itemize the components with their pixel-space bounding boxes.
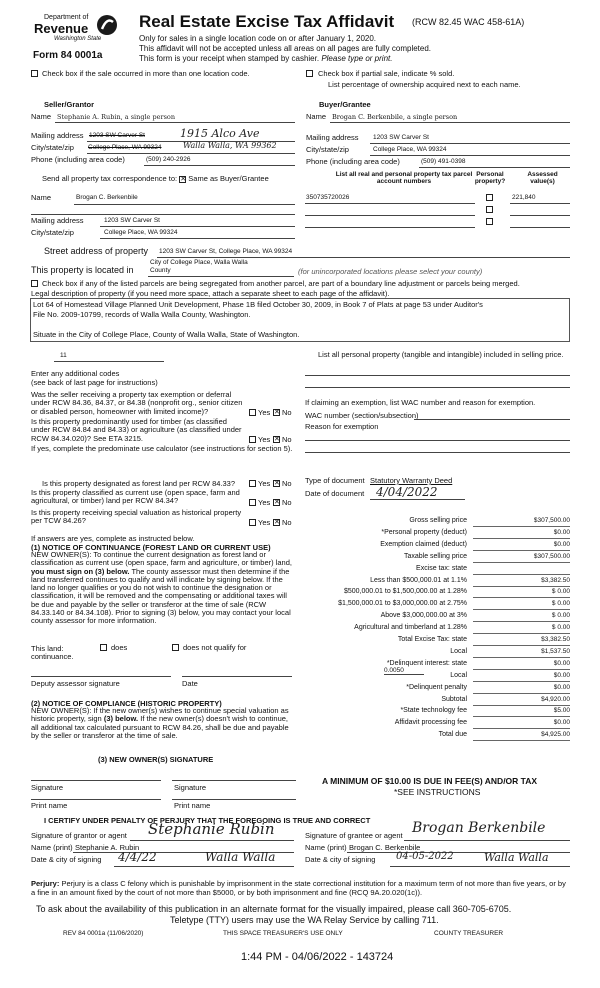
doc-date-label: Date of document [305,489,365,498]
tax-row-value[interactable]: $3,382.50 [541,636,570,643]
local-rate[interactable]: 0.0050 [384,667,424,675]
personal-property-checkbox-3[interactable] [486,218,493,225]
tax-row-value[interactable]: $0.00 [553,528,570,536]
grantor-city[interactable]: Walla Walla [205,850,276,864]
dor-name: Revenue [34,21,89,36]
this-land-label: This land: [31,644,64,653]
located-in-value-2[interactable]: County [150,267,171,274]
partial-list-label: List percentage of ownership acquired next to each name. [328,80,521,89]
grantee-signature-label: Signature of grantee or agent [305,831,403,840]
buyer-name-value[interactable]: Brogan C. Berkenbile, a single person [332,113,458,121]
tax-row-value[interactable]: $1,537.50 [541,647,570,655]
assessor-signature-label: Deputy assessor signature [31,679,120,688]
tax-row-value[interactable]: $0.00 [553,683,570,691]
seller-city-struck: College Place, WA 99324 [88,144,162,151]
tax-row-value[interactable]: $ 0.00 [551,588,570,596]
seller-mail-struck: 1203 SW Carver St [89,132,145,139]
tax-row-label: Taxable selling price [403,552,467,560]
same-as-buyer-checkbox[interactable]: ✕ [180,175,187,183]
open-yes-checkbox[interactable] [249,499,256,506]
parcel-number[interactable]: 350735720026 [306,194,350,201]
historic-question: Is this property receiving special valuation as historical property per TCW 84.26? [31,508,242,526]
legal-description-box[interactable] [30,298,570,342]
tax-row-label: Excise tax: state [416,564,467,572]
seller-name-label: Name [31,112,52,121]
tax-row-value[interactable]: $ 0.00 [551,624,570,632]
personal-property-checkbox-1[interactable] [486,194,493,201]
doc-date-value[interactable]: 4/04/2022 [376,485,438,499]
tax-row-value[interactable]: $4,925.00 [541,731,570,739]
grantor-signature-label: Signature of grantor or agent [31,831,127,840]
notice-compliance-title: (2) NOTICE OF COMPLIANCE (HISTORIC PROPERTY) [31,699,222,708]
grantee-city[interactable]: Walla Walla [484,851,549,864]
correspondence-label: Send all property tax correspondence to: ✕ Same as Buyer/Grantee [42,174,269,183]
timber-no-label: No [282,435,292,444]
seller-name-value[interactable]: Stephanie A. Rubin, a single person [57,113,176,121]
legal-line-2: File No. 2009-10799, records of Walla Walla County, Washington. [33,310,251,319]
tax-row-label: Local [450,671,467,679]
grantee-date[interactable]: 04-05-2022 [396,851,454,862]
seller-mail-label: Mailing address [31,131,84,140]
notice-continuance-text: NEW OWNER(S): To continue the current designation as forest land or classification as current use (open space, farm and agriculture, or timber) land, you must sign on (3) below. The county assessor must then determine if the land transferred continues to qualify and will indicate by signing below. If the land no longer qualifies or you do not wish to continue the designation or classification, it will be removed and the compensating or additional taxes will be due and payable by the seller or transferor at the time of sale (RCW 84.33.140 or 84.34.108). Prior to signing (3) below, you may contact your local county assessor for more information. [31,550,292,626]
grantee-signature[interactable]: Brogan Berkenbile [412,820,546,836]
dor-dept-line: Department of [44,14,89,21]
tax-row-label: Subtotal [441,695,467,703]
exempt-no-label: No [282,408,292,417]
seller-phone-label: Phone (including area code) [31,155,125,164]
exemption-question: Was the seller receiving a property tax exemption or deferral under RCW 84.36, 84.37, or 84.38 (nonprofit org., senior citizen or disabled person, homeowner with limited income)? [31,390,243,416]
tax-row-value[interactable]: $307,500.00 [533,517,570,524]
partial-sale-label: Check box if partial sale, indicate % sold. [318,69,455,78]
page-title: Real Estate Excise Tax Affidavit [139,12,395,31]
street-address-label: Street address of property [44,246,149,256]
historic-no-checkbox[interactable]: ✕ [274,519,280,526]
forest-no-label: No [282,479,292,488]
answers-yes-note: If answers are yes, complete as instructed below. [31,534,195,543]
legal-line-1: Lot 64 of Homestead Village Planned Unit Development, Phase 1B filed October 30, 2009, in Book 7 of Plats at page 53 under Auditor's [33,300,483,309]
legal-line-3: Situate in the City of College Place, County of Walla Walla, State of Washington. [33,330,300,339]
open-no-checkbox[interactable]: ✕ [274,499,280,506]
does-checkbox[interactable] [100,644,107,651]
notice-compliance-text: NEW OWNER(S): If the new owner(s) wishes to continue special valuation as historic property, sign (3) below. If the new owner(s) doesn't wish to continue, all additional tax calculated pursuant to RCW 84.26, shall be due and payable by the seller or transferor at the time of sale. [31,706,289,740]
exempt-no-checkbox[interactable]: ✕ [274,409,280,416]
use-calculator-note: If yes, complete the predominate use calculator (see instructions for section 5). [31,444,293,453]
header-note-3: This form is your receipt when stamped by cashier. Please type or print. [139,54,393,63]
county-treasurer-label: COUNTY TREASURER [434,930,504,937]
tax-row-value[interactable]: $ 0.00 [551,600,570,608]
tax-row-value[interactable]: $0.00 [553,719,570,727]
wac-claim-label: If claiming an exemption, list WAC number and reason for exemption. [305,398,536,407]
buyer-city-label: City/state/zip [306,145,349,154]
legal-description-label: Legal description of property (if you need more space, attach a separate sheet to each page of the affidavit). [31,289,390,298]
land-use-code[interactable]: 11 [60,352,67,359]
dor-logo-icon [96,14,118,36]
treasurer-use-label: THIS SPACE TREASURER'S USE ONLY [223,930,343,937]
forest-question: Is this property designated as forest land per RCW 84.33? [42,479,236,488]
tax-row-label: Above $3,000,000.00 at 3% [380,612,467,620]
tax-row-value[interactable]: $3,382.50 [541,576,570,584]
timber-yes-checkbox[interactable] [249,436,256,443]
buyer-mail-label: Mailing address [306,133,359,142]
tax-row-value[interactable]: $0.00 [553,671,570,679]
buyer-name-label: Name [306,112,327,121]
additional-codes-label: Enter any additional codes [31,369,120,378]
tax-row-label: *State technology fee [400,707,467,715]
owner-print-label-2: Print name [174,801,211,810]
assessor-date-label: Date [182,679,198,688]
continuance-label: continuance. [31,652,74,661]
doc-type-value[interactable]: Statutory Warranty Deed [370,476,453,485]
exempt-yes-checkbox[interactable] [249,409,256,416]
parcel-header: List all real and personal property tax parcel account numbers [335,171,473,185]
seller-city-label: City/state/zip [31,143,74,152]
buyer-mail-value[interactable]: 1203 SW Carver St [373,134,429,141]
owner-print-label-1: Print name [31,801,68,810]
grantor-date[interactable]: 4/4/22 [118,850,157,864]
personal-property-list-label: List all personal property (tangible and intangible) included in selling price. [318,350,564,359]
owner-signature-label-1: Signature [31,783,64,792]
seller-phone-value[interactable]: (509) 240-2926 [146,156,191,163]
grantor-signature[interactable]: Stephanie Rubin [148,820,275,838]
tax-row-label: Gross selling price [409,517,467,524]
historic-no-label: No [282,518,292,527]
forest-no-checkbox[interactable]: ✕ [274,480,280,487]
owner-signature-label-2: Signature [174,783,207,792]
buyer-phone-value[interactable]: (509) 491-0398 [421,158,466,165]
new-owner-signature-title: (3) NEW OWNER(S) SIGNATURE [98,755,214,764]
grantee-print-value[interactable]: Brogan C. Berkenbile [349,843,421,852]
certify-heading: I CERTIFY UNDER PENALTY OF PERJURY THAT THE FOREGOING IS TRUE AND CORRECT [44,816,371,825]
see-instructions-note: *SEE INSTRUCTIONS [394,787,481,797]
tax-row-value[interactable]: $0.00 [553,659,570,667]
tax-row-label: Affidavit processing fee [394,719,467,727]
buyer-heading: Buyer/Grantee [319,100,371,109]
tax-row-label: Total due [438,731,467,739]
personal-property-header: Personal property? [474,171,506,185]
corr-name-value[interactable]: Brogan C. Berkenbile [76,194,138,201]
timber-no-checkbox[interactable]: ✕ [274,436,280,443]
forest-yes-label: Yes [258,479,271,488]
assessed-value-header: Assessed value(s) [527,171,558,185]
tax-row-label: *Delinquent interest: state [386,659,467,667]
located-in-hint: (for unincorporated locations please select your county) [298,267,483,276]
open-no-label: No [282,498,292,507]
tax-row-label: Total Excise Tax: state [397,636,467,643]
does-not-label: does not qualify for [183,643,247,652]
revision-label: REV 84 0001a (11/06/2020) [63,930,144,937]
does-not-checkbox[interactable] [172,644,179,651]
historic-yes-checkbox[interactable] [249,519,256,526]
tax-row-label: $500,000.01 to $1,500,000.00 at 1.28% [344,588,467,596]
minimum-fee-note: A MINIMUM OF $10.00 IS DUE IN FEE(S) AND/OR TAX [322,776,538,786]
multi-location-label: Check box if the sale occurred in more than one location code. [42,69,250,78]
alt-format-note: To ask about the availability of this publication in an alternate format for the visually impaired, please call 360-705-6705. [36,904,512,914]
tax-row-label: Agricultural and timberland at 1.28% [354,624,467,632]
reason-label: Reason for exemption [305,422,379,431]
see-back-label: (see back of last page for instructions) [31,378,158,387]
partial-sale-checkbox[interactable] [306,70,313,77]
seller-mail-handwritten[interactable]: 1915 Alco Ave [180,127,260,140]
tax-row-label: Local [450,647,467,655]
personal-property-checkbox-2[interactable] [486,206,493,213]
dor-state-line: Washington State [54,36,102,42]
doc-type-label: Type of document [305,476,365,485]
tax-row-value[interactable]: $4,920.00 [541,695,570,703]
corr-city-value[interactable]: College Place, WA 99324 [104,229,178,236]
tax-row-label: $1,500,000.01 to $3,000,000.00 at 2.75% [338,600,467,608]
street-address-value[interactable]: 1203 SW Carver St, College Place, WA 99324 [159,248,293,255]
grantee-date-label: Date & city of signing [305,855,376,864]
form-number: Form 84 0001a [33,50,103,61]
buyer-phone-label: Phone (including area code) [306,157,400,166]
tax-row-value[interactable]: $307,500.00 [533,552,570,560]
corr-name-label: Name [31,193,52,202]
tax-row-value[interactable]: $5.00 [553,707,570,715]
segregation-label: Check box if any of the listed parcels are being segregated from another parcel, are part of a boundary line adjustment or parcels being merged. [42,279,520,288]
header-note-2: This affidavit will not be accepted unless all areas on all pages are fully completed. [139,44,432,53]
grantor-print-value[interactable]: Stephanie A. Rubin [75,843,140,852]
rcw-reference: (RCW 82.45 WAC 458-61A) [412,17,525,27]
exempt-yes-label: Yes [258,408,271,417]
tax-row-value[interactable]: $0.00 [553,540,570,548]
receipt-stamp: 1:44 PM - 04/06/2022 - 143724 [241,951,394,963]
dor-logo [30,14,120,54]
multi-location-checkbox[interactable] [31,70,38,77]
seller-city-handwritten[interactable]: Walla Walla, WA 99362 [183,141,277,150]
perjury-note: Perjury: Perjury is a class C felony which is punishable by imprisonment in the state correctional institution for a maximum term of not more than five years, or by a fine in an amount fixed by the court of not more than $5000, or by both imprisonment and fine (RCQ 9A.20.020(1c)). [31,879,566,897]
header-note-1: Only for sales in a single location code on or after January 1, 2020. [139,34,377,43]
tax-row-label: *Delinquent penalty [406,683,467,691]
does-label: does [111,643,128,652]
assessed-value[interactable]: 221,840 [512,194,536,201]
tax-row-label: Exemption claimed (deduct) [380,540,467,548]
grantor-print-label: Name (print) [31,843,73,852]
historic-yes-label: Yes [258,518,271,527]
forest-yes-checkbox[interactable] [249,480,256,487]
open-space-question: Is this property classified as current use (open space, farm and agricultural, or timber) land per RCW 84.34? [31,488,240,506]
segregation-checkbox[interactable] [31,280,38,287]
notice-continuance-title: (1) NOTICE OF CONTINUANCE (FOREST LAND OR CURRENT USE) [31,543,271,552]
wac-number-label: WAC number (section/subsection) [305,411,419,420]
tty-note: Teletype (TTY) users may use the WA Relay Service by calling 711. [170,915,439,925]
grantee-print-label: Name (print) [305,843,347,852]
timber-yes-label: Yes [258,435,271,444]
located-in-label: This property is located in [31,265,134,275]
tax-row-label: *Personal property (deduct) [381,528,467,536]
tax-row-value[interactable]: $ 0.00 [551,612,570,620]
corr-mail-value[interactable]: 1203 SW Carver St [104,217,160,224]
located-in-value-1[interactable]: City of College Place, Walla Walla [150,259,248,266]
tax-row-label: Less than $500,000.01 at 1.1% [370,576,467,584]
timber-question: Is this property predominantly used for timber (as classified under RCW 84.84 and 84.33) or agriculture (as classified under RCW 84.34.020)? See ETA 3215. [31,417,242,443]
seller-heading: Seller/Grantor [44,100,95,109]
grantor-date-label: Date & city of signing [31,855,102,864]
corr-mail-label: Mailing address [31,216,84,225]
buyer-city-value[interactable]: College Place, WA 99324 [373,146,447,153]
open-yes-label: Yes [258,498,271,507]
corr-city-label: City/state/zip [31,228,74,237]
